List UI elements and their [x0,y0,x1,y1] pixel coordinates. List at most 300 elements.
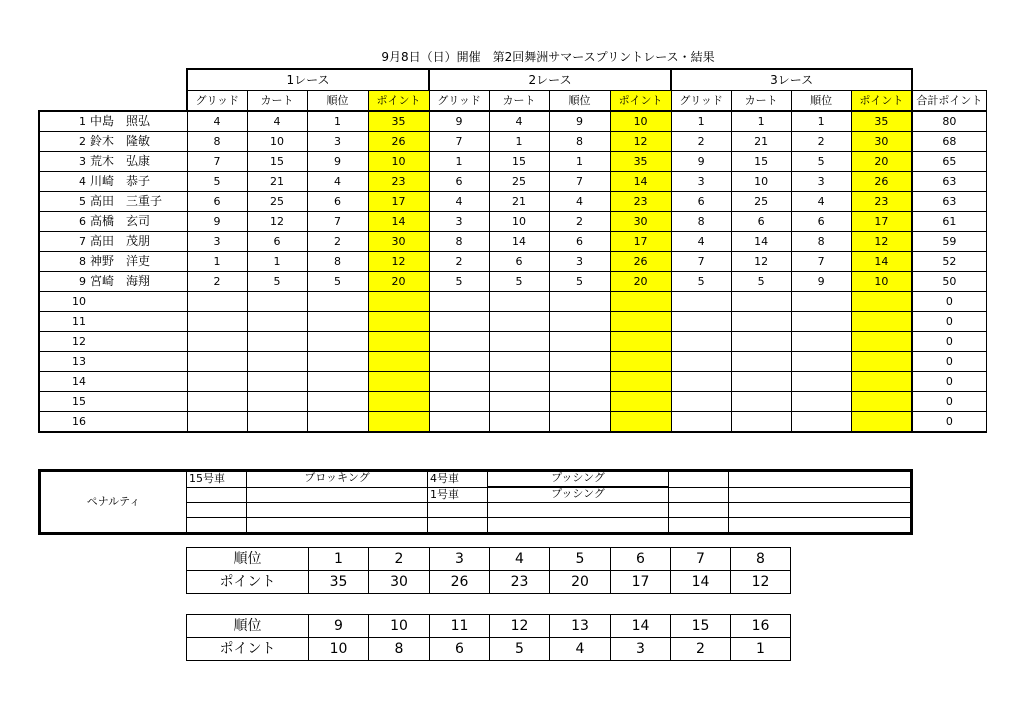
driver-number: 6 [39,212,88,232]
header-kart: カート [731,91,791,112]
table-row [39,292,986,312]
driver-number: 10 [39,292,88,312]
race-1-points: 30 [368,232,429,252]
race-2-grid [429,312,489,332]
race-3-position: 9 [791,272,851,292]
rank-value: 7 [671,548,731,571]
total-points: 0 [912,312,986,332]
penalty-reason: プッシング [488,487,669,503]
driver-number: 2 [39,132,88,152]
rank-value: 10 [369,615,430,638]
race-3-grid [671,352,731,372]
driver-name [88,332,187,352]
driver-number: 9 [39,272,88,292]
race-2-points: 26 [610,252,671,272]
race-1-grid: 5 [187,172,247,192]
race-1-kart [247,352,307,372]
race-3-grid: 4 [671,232,731,252]
race-2-grid [429,372,489,392]
race-2-kart: 4 [489,111,549,132]
penalty-car [428,518,488,534]
race-1-kart [247,372,307,392]
driver-number: 1 [39,111,88,132]
race-2-kart [489,332,549,352]
race-1-points: 26 [368,132,429,152]
rank-value: 8 [731,548,791,571]
race-2-position [549,412,610,433]
race-3-header: 3レース [671,69,912,91]
race-1-grid: 9 [187,212,247,232]
race-3-kart [731,352,791,372]
race-3-position [791,352,851,372]
race-3-position: 6 [791,212,851,232]
points-value-row [187,571,791,594]
race-1-position: 8 [307,252,368,272]
driver-number: 13 [39,352,88,372]
race-1-points [368,392,429,412]
race-2-position [549,292,610,312]
race-1-grid: 2 [187,272,247,292]
race-1-points: 14 [368,212,429,232]
race-3-position: 3 [791,172,851,192]
race-3-kart [731,332,791,352]
race-2-position [549,392,610,412]
race-3-position [791,292,851,312]
driver-name: 高田 茂朋 [88,232,187,252]
race-3-kart: 6 [731,212,791,232]
total-points: 80 [912,111,986,132]
race-2-points [610,352,671,372]
race-3-grid [671,372,731,392]
table-row [39,111,986,132]
points-value: 35 [309,571,369,594]
race-3-points [851,412,912,433]
race-1-kart: 1 [247,252,307,272]
race-2-position [549,372,610,392]
driver-name: 神野 洋吏 [88,252,187,272]
driver-name: 川崎 恭子 [88,172,187,192]
race-1-position: 2 [307,232,368,252]
total-points: 63 [912,192,986,212]
points-value: 4 [550,638,611,661]
penalty-label: ペナルティ [40,471,187,534]
race-2-position: 5 [549,272,610,292]
race-1-grid: 3 [187,232,247,252]
race-1-grid: 8 [187,132,247,152]
race-1-kart: 12 [247,212,307,232]
rank-value: 4 [490,548,550,571]
column-header-row [39,91,986,112]
points-value: 26 [430,571,490,594]
penalty-reason: プッシング [488,471,669,488]
race-3-points: 23 [851,192,912,212]
race-3-kart [731,392,791,412]
race-1-grid [187,392,247,412]
driver-name [88,312,187,332]
race-2-position [549,312,610,332]
driver-name: 鈴木 隆敏 [88,132,187,152]
race-2-points [610,412,671,433]
race-3-kart: 25 [731,192,791,212]
header-position: 順位 [791,91,851,112]
driver-number: 14 [39,372,88,392]
race-3-kart: 21 [731,132,791,152]
driver-name: 高橋 玄司 [88,212,187,232]
race-2-grid: 3 [429,212,489,232]
race-2-kart [489,292,549,312]
penalty-reason [247,518,428,534]
race-3-points: 30 [851,132,912,152]
driver-number: 12 [39,332,88,352]
points-value: 23 [490,571,550,594]
race-1-points [368,332,429,352]
header-points: ポイント [368,91,429,112]
penalty-car [187,503,247,518]
race-1-points [368,412,429,433]
race-2-points [610,312,671,332]
table-row [39,232,986,252]
race-1-grid: 4 [187,111,247,132]
race-3-points [851,392,912,412]
race-1-kart: 10 [247,132,307,152]
race-3-grid: 2 [671,132,731,152]
penalty-car [187,518,247,534]
race-2-position [549,352,610,372]
race-2-points [610,332,671,352]
race-2-points: 35 [610,152,671,172]
race-2-grid: 5 [429,272,489,292]
points-value-row [187,638,791,661]
race-2-kart [489,312,549,332]
total-points: 61 [912,212,986,232]
race-3-kart: 15 [731,152,791,172]
race-2-position: 7 [549,172,610,192]
table-row [39,152,986,172]
race-2-points: 10 [610,111,671,132]
points-value: 12 [731,571,791,594]
race-3-points: 17 [851,212,912,232]
rank-value: 12 [490,615,550,638]
points-value: 2 [671,638,731,661]
driver-name [88,352,187,372]
race-3-kart: 14 [731,232,791,252]
race-1-position: 5 [307,272,368,292]
race-2-points: 30 [610,212,671,232]
race-1-grid [187,352,247,372]
race-3-kart [731,372,791,392]
race-3-points [851,312,912,332]
race-2-grid [429,352,489,372]
rank-value: 2 [369,548,430,571]
race-3-points: 35 [851,111,912,132]
race-3-position [791,392,851,412]
penalty-reason [488,518,669,534]
race-3-position [791,332,851,352]
race-2-grid [429,292,489,312]
race-1-kart: 4 [247,111,307,132]
table-row [39,392,986,412]
race-3-kart: 10 [731,172,791,192]
race-2-grid [429,412,489,433]
points-value: 8 [369,638,430,661]
race-2-kart: 5 [489,272,549,292]
race-3-position: 8 [791,232,851,252]
penalty-car [428,503,488,518]
rank-value: 3 [430,548,490,571]
race-3-position: 2 [791,132,851,152]
race-2-grid [429,392,489,412]
table-row [39,132,986,152]
race-2-position [549,332,610,352]
rank-label: 順位 [187,615,309,638]
header-grid: グリッド [429,91,489,112]
race-2-kart [489,372,549,392]
table-row [39,192,986,212]
race-3-grid: 6 [671,192,731,212]
driver-number: 3 [39,152,88,172]
race-2-kart: 15 [489,152,549,172]
race-1-grid: 1 [187,252,247,272]
table-row [39,312,986,332]
race-1-points: 23 [368,172,429,192]
penalty-reason: ブロッキング [247,471,428,488]
race-2-position: 2 [549,212,610,232]
race-2-position: 8 [549,132,610,152]
total-points: 0 [912,352,986,372]
points-value: 14 [671,571,731,594]
race-1-grid: 7 [187,152,247,172]
race-1-kart: 21 [247,172,307,192]
race-3-points [851,352,912,372]
race-1-position [307,352,368,372]
total-points: 0 [912,412,986,433]
rank-value: 11 [430,615,490,638]
race-3-points: 12 [851,232,912,252]
driver-name [88,292,187,312]
race-3-points [851,292,912,312]
rank-value: 14 [611,615,671,638]
penalty-car [187,487,247,503]
table-row [39,252,986,272]
race-2-kart: 14 [489,232,549,252]
driver-name [88,392,187,412]
race-2-points: 17 [610,232,671,252]
race-1-position [307,332,368,352]
penalty-car: 15号車 [187,471,247,488]
race-3-kart: 5 [731,272,791,292]
race-2-points: 12 [610,132,671,152]
race-1-position: 1 [307,111,368,132]
race-3-grid [671,332,731,352]
race-1-kart: 5 [247,272,307,292]
race-2-points [610,292,671,312]
header-kart: カート [489,91,549,112]
driver-name [88,372,187,392]
race-1-kart: 15 [247,152,307,172]
race-1-grid: 6 [187,192,247,212]
total-points: 0 [912,292,986,312]
race-1-position [307,392,368,412]
race-3-position: 4 [791,192,851,212]
points-label: ポイント [187,638,309,661]
rank-value: 1 [309,548,369,571]
driver-number: 15 [39,392,88,412]
race-1-position: 9 [307,152,368,172]
rank-value: 15 [671,615,731,638]
penalty-reason [247,487,428,503]
table-row [39,412,986,433]
total-points: 50 [912,272,986,292]
points-value: 6 [430,638,490,661]
table-row [39,172,986,192]
race-3-kart [731,412,791,433]
race-3-grid: 9 [671,152,731,172]
race-2-kart [489,392,549,412]
table-row [39,332,986,352]
race-2-kart: 10 [489,212,549,232]
race-3-position: 7 [791,252,851,272]
race-1-kart: 25 [247,192,307,212]
race-1-grid [187,372,247,392]
rank-value: 13 [550,615,611,638]
race-1-grid [187,412,247,433]
points-label: ポイント [187,571,309,594]
race-3-grid [671,292,731,312]
race-3-grid: 1 [671,111,731,132]
race-2-kart [489,352,549,372]
penalty-car: 1号車 [428,487,488,503]
results-table [38,68,987,433]
race-1-position: 7 [307,212,368,232]
race-3-points: 10 [851,272,912,292]
race-1-points: 10 [368,152,429,172]
race-1-kart [247,292,307,312]
race-2-points: 14 [610,172,671,192]
race-2-position: 1 [549,152,610,172]
points-value: 5 [490,638,550,661]
table-row [39,212,986,232]
race-1-kart [247,312,307,332]
race-3-position: 1 [791,111,851,132]
race-3-kart [731,292,791,312]
page-title: 9月8日（日）開催 第2回舞洲サマースプリントレース・結果 [381,50,715,64]
header-position: 順位 [549,91,610,112]
points-value: 20 [550,571,611,594]
race-1-kart [247,332,307,352]
race-2-kart [489,412,549,433]
driver-number: 8 [39,252,88,272]
race-2-kart: 25 [489,172,549,192]
driver-number: 7 [39,232,88,252]
race-2-kart: 6 [489,252,549,272]
race-2-kart: 21 [489,192,549,212]
driver-name: 中島 照弘 [88,111,187,132]
race-3-position [791,312,851,332]
race-3-points: 20 [851,152,912,172]
race-3-grid [671,392,731,412]
race-3-grid: 3 [671,172,731,192]
driver-number: 16 [39,412,88,433]
race-1-position: 3 [307,132,368,152]
race-2-grid: 4 [429,192,489,212]
race-1-kart [247,412,307,433]
race-2-points [610,372,671,392]
header-points: ポイント [610,91,671,112]
race-1-position [307,412,368,433]
total-points: 0 [912,392,986,412]
race-3-position [791,412,851,433]
race-3-grid: 7 [671,252,731,272]
race-1-kart: 6 [247,232,307,252]
race-1-kart [247,392,307,412]
total-points: 52 [912,252,986,272]
race-3-points: 26 [851,172,912,192]
race-3-grid: 8 [671,212,731,232]
race-1-points [368,352,429,372]
race-3-grid [671,312,731,332]
race-3-kart: 12 [731,252,791,272]
race-3-position [791,372,851,392]
race-3-points [851,372,912,392]
race-2-points [610,392,671,412]
race-2-kart: 1 [489,132,549,152]
race-1-points [368,292,429,312]
race-2-points: 23 [610,192,671,212]
header-kart: カート [247,91,307,112]
driver-number: 11 [39,312,88,332]
race-header-row [39,69,986,91]
table-row [39,372,986,392]
race-1-position [307,292,368,312]
rank-value: 5 [550,548,611,571]
race-2-position: 6 [549,232,610,252]
header-grid: グリッド [671,91,731,112]
race-2-grid: 6 [429,172,489,192]
race-2-grid: 8 [429,232,489,252]
total-points: 59 [912,232,986,252]
total-points: 0 [912,372,986,392]
race-1-points [368,312,429,332]
race-1-position: 4 [307,172,368,192]
points-value: 30 [369,571,430,594]
race-2-points: 20 [610,272,671,292]
points-value: 1 [731,638,791,661]
driver-name: 高田 三重子 [88,192,187,212]
race-1-position: 6 [307,192,368,212]
race-1-grid [187,312,247,332]
race-2-position: 9 [549,111,610,132]
penalty-reason [488,503,669,518]
total-points: 65 [912,152,986,172]
table-row [39,272,986,292]
penalty-row [40,471,912,488]
total-points: 63 [912,172,986,192]
race-3-kart: 1 [731,111,791,132]
race-2-header: 2レース [429,69,671,91]
points-value: 17 [611,571,671,594]
race-2-grid: 9 [429,111,489,132]
penalty-table [38,469,913,535]
driver-number: 4 [39,172,88,192]
header-position: 順位 [307,91,368,112]
race-3-grid: 5 [671,272,731,292]
driver-name: 宮崎 海翔 [88,272,187,292]
race-1-points: 17 [368,192,429,212]
penalty-reason [247,503,428,518]
points-rank-row [187,548,791,571]
race-2-grid: 1 [429,152,489,172]
race-1-position [307,312,368,332]
